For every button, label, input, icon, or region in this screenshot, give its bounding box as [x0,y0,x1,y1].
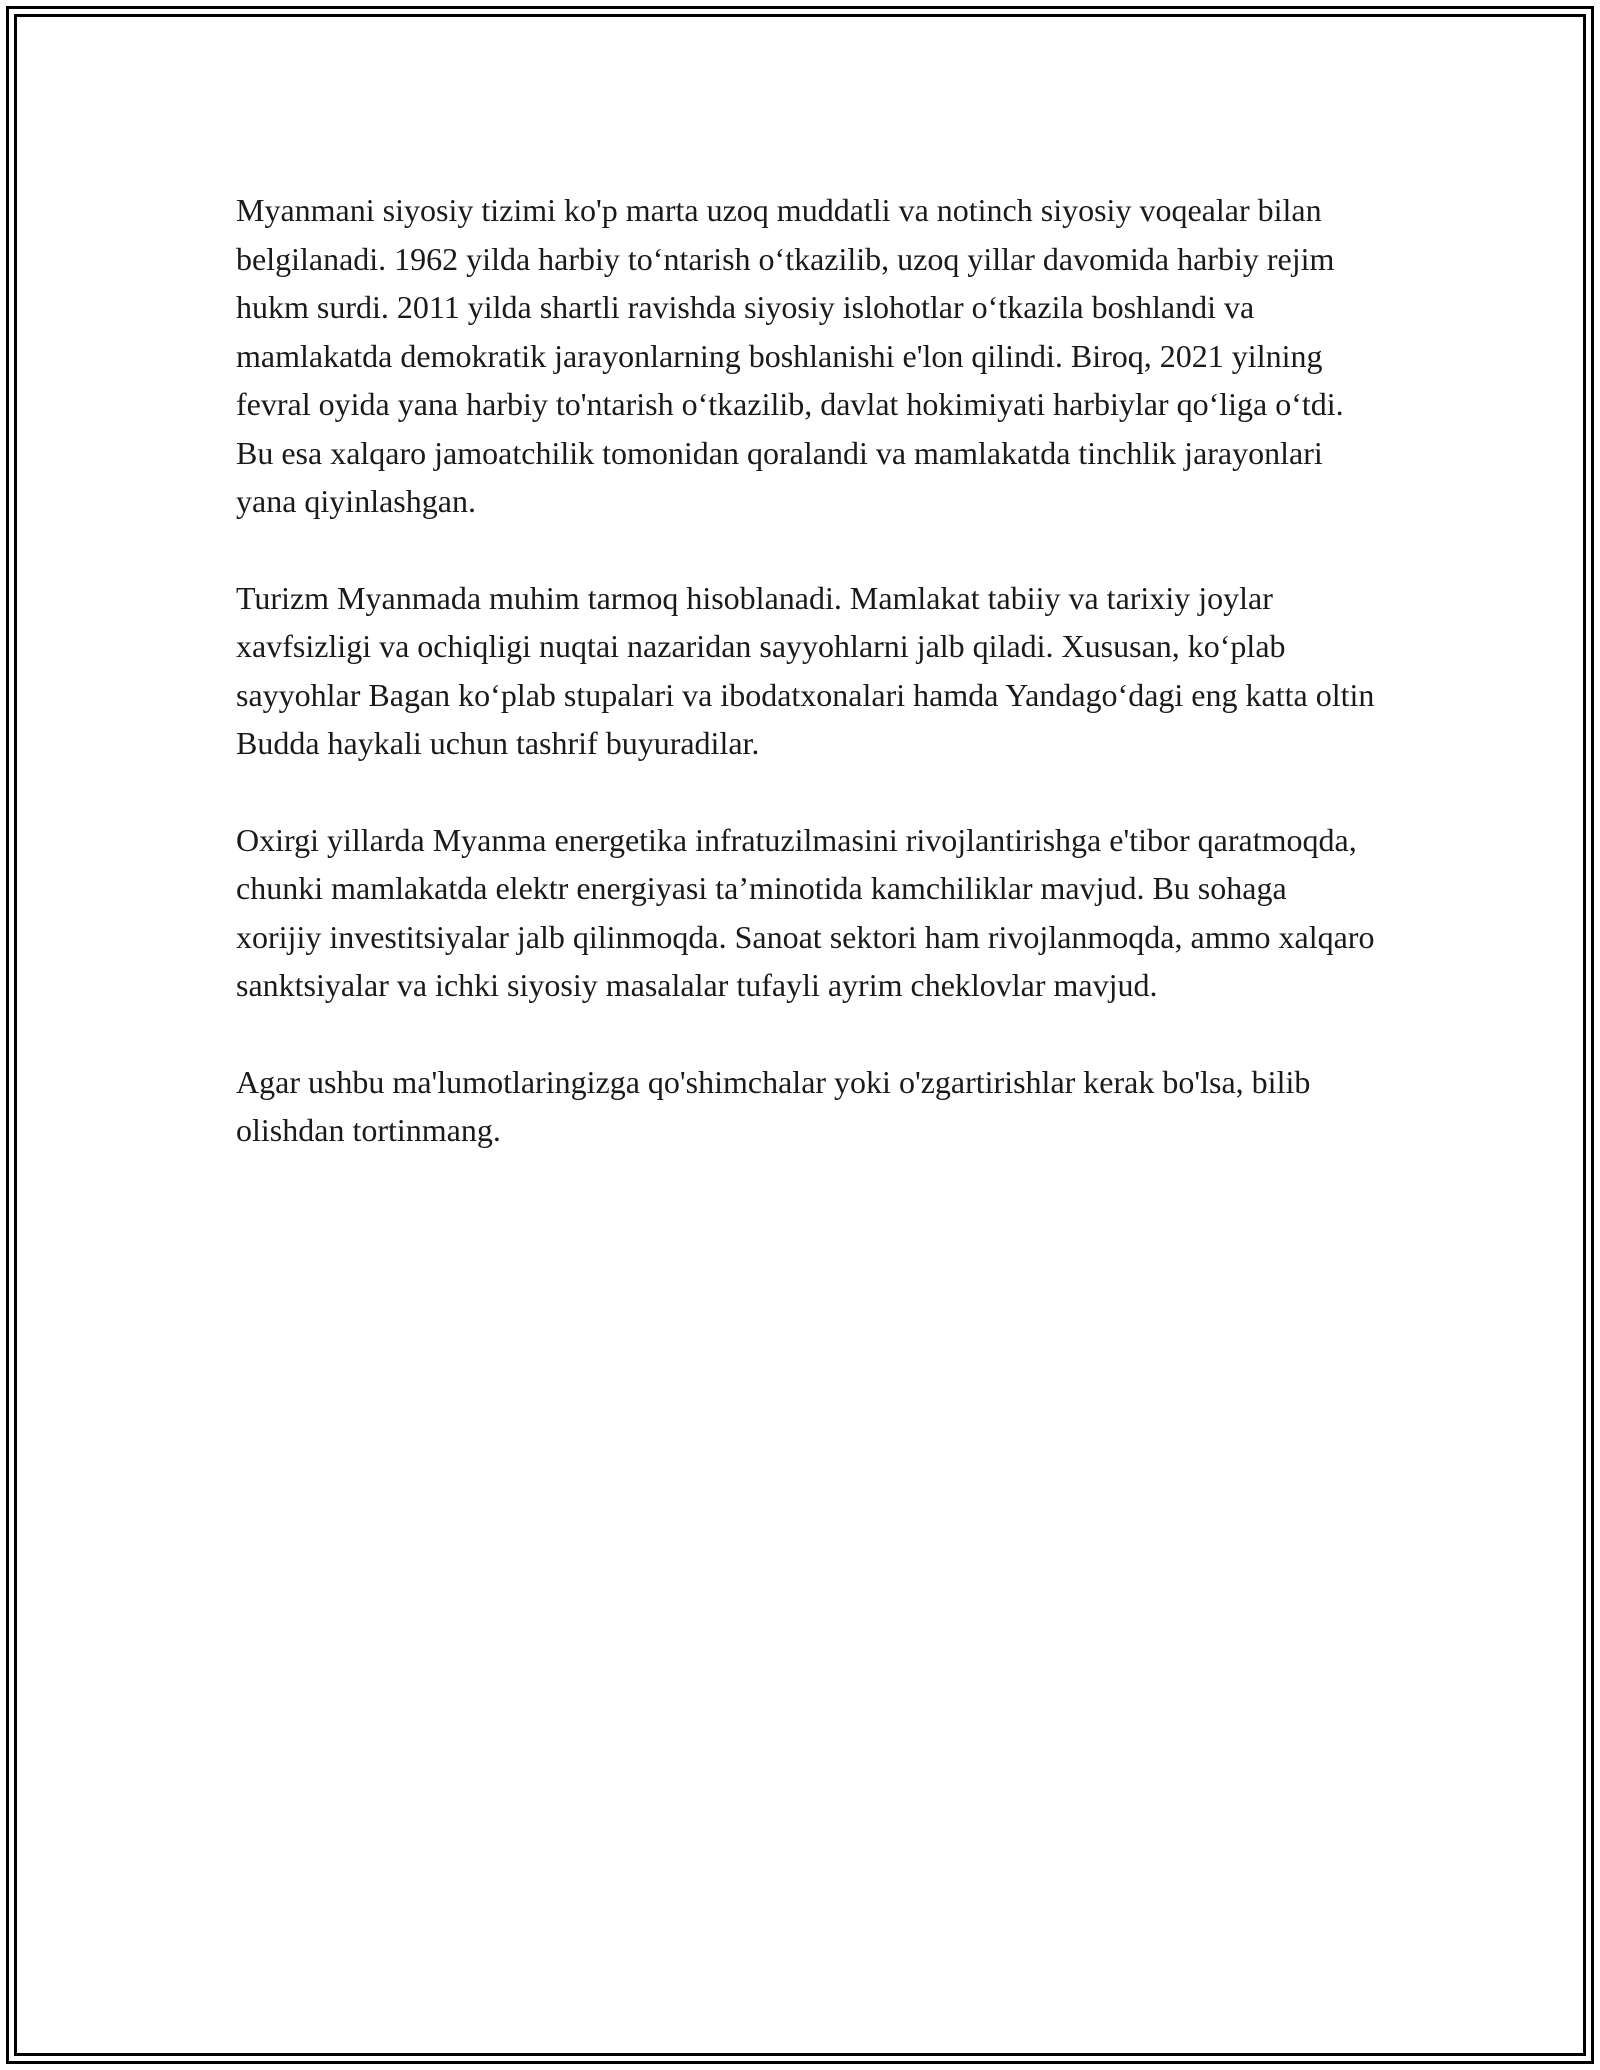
document-body [236,186,1376,1203]
paragraph-closing: Agar ushbu ma'lumotlaringizga qo'shimchalar yoki o'zgartirishlar kerak bo'lsa, bilib olishdan tortinmang. [236,1063,1311,1148]
paragraph-tourism: Turizm Myanmada muhim tarmoq hisoblanadi. Mamlakat tabiiy va tarixiy joylar xavfsizligi va ochiqligi nuqtai nazaridan sayyohlarni jalb qiladi. Xususan, ko‘plab sayyohlar Bagan ko‘plab stupalari va ibodatxonalari hamda Yandago‘dagi eng katta oltin Budda haykali uchun tashrif buyuradilar. [236,579,1375,761]
paragraph-politics: Myanmani siyosiy tizimi ko'p marta uzoq muddatli va notinch siyosiy voqealar bilan belgilanadi. 1962 yilda harbiy to‘ntarish o‘tkazilib, uzoq yillar davomida harbiy rejim hukm surdi. 2011 yilda shartli ravishda siyosiy islohotlar o‘tkazila boshlandi va mamlakatda demokratik jarayonlarning boshlanishi e'lon qilindi. Biroq, 2021 yilning fevral oyida yana harbiy to'ntarish o‘tkazilib, davlat hokimiyati harbiylar qo‘liga o‘tdi. Bu esa xalqaro jamoatchilik tomonidan qoralandi va mamlakatda tinchlik jarayonlari yana qiyinlashgan. [236,192,1344,519]
paragraph-energy: Oxirgi yillarda Myanma energetika infratuzilmasini rivojlantirishga e'tibor qaratmoqda, chunki mamlakatda elektr energiyasi ta’minotida kamchiliklar mavjud. Bu sohaga xorijiy investitsiyalar jalb qilinmoqda. Sanoat sektori ham rivojlanmoqda, ammo xalqaro sanktsiyalar va ichki siyosiy masalalar tufayli ayrim cheklovlar mavjud. [236,821,1375,1003]
